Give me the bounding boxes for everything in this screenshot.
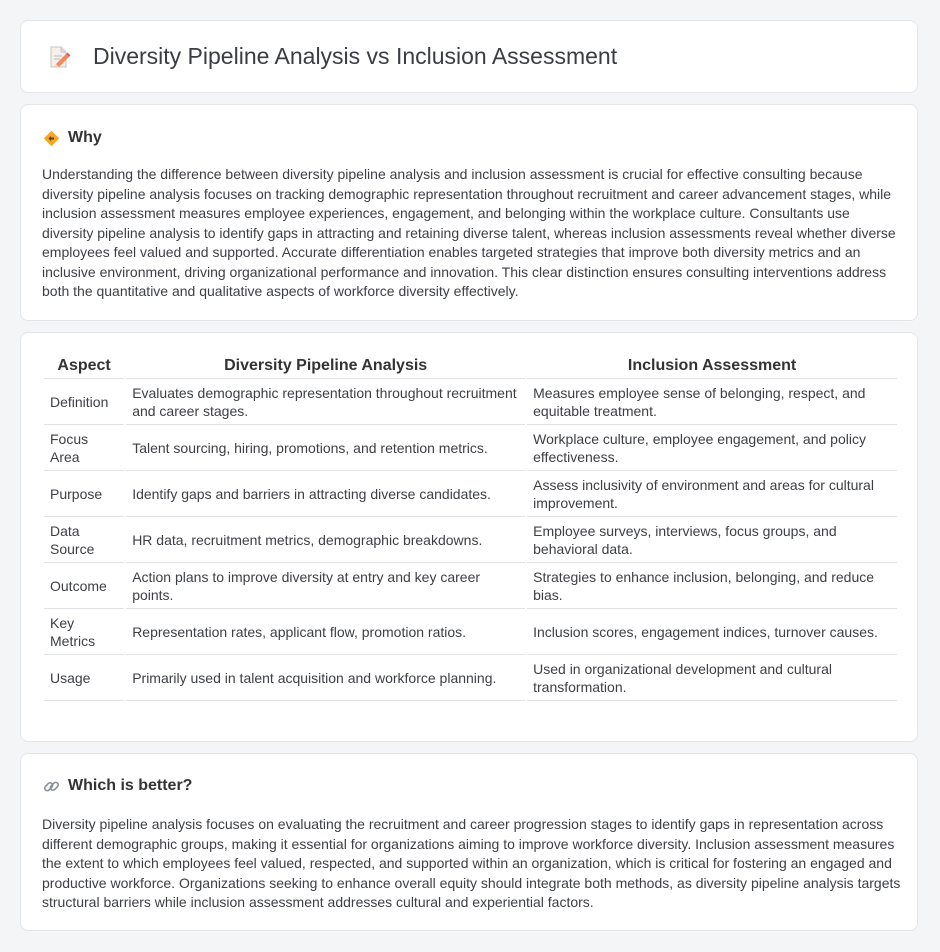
page-title: Diversity Pipeline Analysis vs Inclusion Assessment	[93, 43, 618, 69]
row-inclusion-value: Measures employee sense of belonging, respect, and equitable treatment.	[527, 379, 897, 425]
row-aspect: Purpose	[44, 471, 124, 517]
row-diversity-value: Identify gaps and barriers in attracting diverse candidates.	[126, 471, 525, 517]
better-text: Diversity pipeline analysis focuses on evaluating the recruitment and career progression stages to identify gaps in representation across different demographic groups, making it essential for organizations aiming to improve workforce diversity. Inclusion assessment measures the extent to which employees feel valued, respected, and supported within an organization, which is critical for fostering an engaged and productive workforce. Organizations seeking to enhance overall equity should integrate both methods, as diversity pipeline analysis targets structural barriers while inclusion assessment addresses cultural and experiential factors.	[42, 816, 901, 910]
row-diversity-value: Evaluates demographic representation throughout recruitment and career stages.	[126, 379, 525, 425]
comparison-card	[20, 332, 918, 742]
row-inclusion-value: Workplace culture, employee engagement, and policy effectiveness.	[527, 425, 897, 471]
row-aspect: Usage	[44, 655, 124, 701]
title-card	[20, 20, 918, 93]
row-diversity-value: Action plans to improve diversity at entry and key career points.	[126, 563, 525, 609]
table-row	[44, 563, 897, 609]
table-row	[44, 609, 897, 655]
table-row	[44, 517, 897, 563]
comparison-table	[42, 353, 899, 701]
row-diversity-value: Primarily used in talent acquisition and workforce planning.	[126, 655, 525, 701]
better-heading-row	[43, 777, 192, 795]
row-aspect: Definition	[44, 379, 124, 425]
table-row	[44, 379, 897, 425]
table-header-row	[44, 353, 897, 379]
header-diversity-pipeline: Diversity Pipeline Analysis	[126, 353, 525, 379]
diamond-sign-icon	[43, 130, 60, 147]
row-inclusion-value: Strategies to enhance inclusion, belonging, and reduce bias.	[527, 563, 897, 609]
row-diversity-value: Talent sourcing, hiring, promotions, and retention metrics.	[126, 425, 525, 471]
row-aspect: Outcome	[44, 563, 124, 609]
row-inclusion-value: Employee surveys, interviews, focus groups, and behavioral data.	[527, 517, 897, 563]
link-icon	[43, 778, 60, 795]
header-inclusion-assessment: Inclusion Assessment	[527, 353, 897, 379]
row-inclusion-value: Inclusion scores, engagement indices, turnover causes.	[527, 609, 897, 655]
table-row	[44, 471, 897, 517]
row-inclusion-value: Used in organizational development and cultural transformation.	[527, 655, 897, 701]
row-aspect: Data Source	[44, 517, 124, 563]
better-heading: Which is better?	[68, 777, 193, 794]
row-diversity-value: HR data, recruitment metrics, demographic breakdowns.	[126, 517, 525, 563]
table-row	[44, 655, 897, 701]
document-pencil-icon	[47, 45, 71, 69]
table-row	[44, 425, 897, 471]
why-heading: Why	[68, 129, 102, 146]
row-inclusion-value: Assess inclusivity of environment and areas for cultural improvement.	[527, 471, 897, 517]
why-text: Understanding the difference between diversity pipeline analysis and inclusion assessment is crucial for effective consulting because diversity pipeline analysis focuses on tracking demographic representation throughout recruitment and career advancement stages, while inclusion assessment measures employee experiences, engagement, and belonging within the workplace culture. Consultants use diversity pipeline analysis to identify gaps in attracting and retaining diverse talent, whereas inclusion assessments reveal whether diverse employees feel valued and supported. Accurate differentiation enables targeted strategies that improve both diversity metrics and an inclusive environment, driving organizational performance and innovation. This clear distinction ensures consulting interventions address both the quantitative and qualitative aspects of workforce diversity effectively.	[42, 166, 896, 299]
row-diversity-value: Representation rates, applicant flow, promotion ratios.	[126, 609, 525, 655]
row-aspect: Key Metrics	[44, 609, 124, 655]
why-card	[20, 104, 918, 321]
header-aspect: Aspect	[44, 353, 124, 379]
why-heading-row	[43, 129, 102, 147]
row-aspect: Focus Area	[44, 425, 124, 471]
better-card	[20, 753, 918, 931]
title-row	[47, 43, 617, 70]
